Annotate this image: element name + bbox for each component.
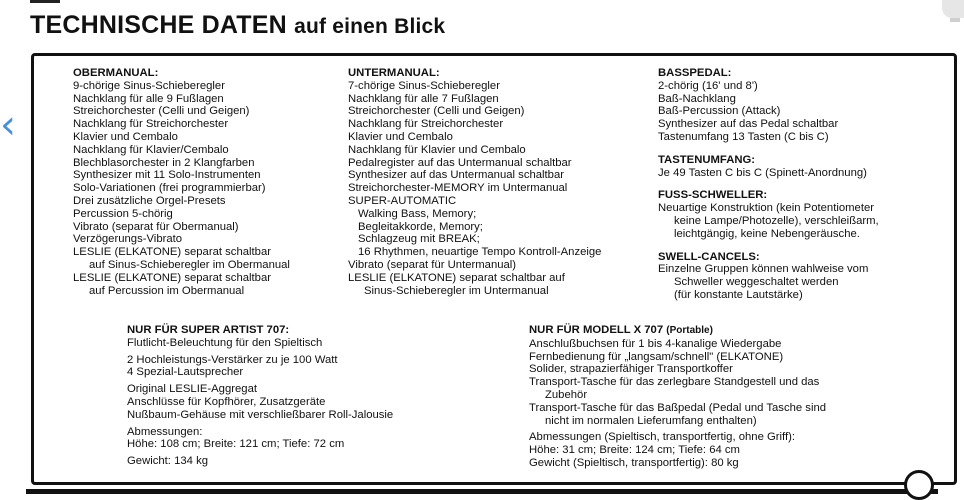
obermanual-line: Nachklang für Klavier/Cembalo bbox=[73, 143, 229, 156]
modellx-heading-note: (Portable) bbox=[666, 325, 713, 336]
modellx-section bbox=[529, 324, 826, 470]
superartist-heading: NUR FÜR SUPER ARTIST 707: bbox=[127, 324, 290, 336]
obermanual-section bbox=[73, 67, 290, 297]
top-edge-mark bbox=[30, 0, 60, 3]
basspedal-line: Synthesizer auf das Pedal schaltbar bbox=[658, 118, 839, 131]
basspedal-line: Tastenumfang 13 Tasten (C bis C) bbox=[658, 130, 829, 143]
untermanual-line: Streichorchester-MEMORY im Untermanual bbox=[348, 182, 568, 195]
untermanual-line: Begleitakkorde, Memory; bbox=[358, 220, 483, 233]
basspedal-line: 2-chörig (16' und 8') bbox=[658, 79, 758, 92]
untermanual-line: Schlagzeug mit BREAK; bbox=[358, 233, 480, 246]
superartist-line: Gewicht: 134 kg bbox=[127, 455, 209, 468]
untermanual-section bbox=[348, 67, 601, 297]
right-column bbox=[658, 67, 879, 302]
obermanual-line: LESLIE (ELKATONE) separat schaltbar bbox=[73, 271, 271, 284]
basspedal-heading: BASSPEDAL: bbox=[658, 67, 732, 79]
untermanual-line: Vibrato (separat für Untermanual) bbox=[348, 258, 517, 271]
obermanual-line: Verzögerungs-Vibrato bbox=[73, 233, 183, 246]
obermanual-line: Streichorchester (Celli und Geigen) bbox=[73, 105, 250, 118]
obermanual-line: Vibrato (separat für Obermanual) bbox=[73, 220, 239, 233]
chevron-left-icon[interactable]: ‹ bbox=[0, 102, 16, 148]
title-sub: auf einen Blick bbox=[294, 15, 446, 38]
modellx-line: Zubehör bbox=[545, 388, 588, 401]
modellx-line: Transport-Tasche für das zerlegbare Standgestell und das bbox=[529, 376, 820, 389]
modellx-line: Höhe: 31 cm; Breite: 124 cm; Tiefe: 64 cm bbox=[529, 444, 740, 457]
obermanual-line: 9-chörige Sinus-Schieberegler bbox=[73, 79, 225, 92]
obermanual-line: Synthesizer mit 11 Solo-Instrumenten bbox=[73, 169, 261, 182]
superartist-line: 4 Spezial-Lautsprecher bbox=[127, 366, 244, 379]
obermanual-heading: OBERMANUAL: bbox=[73, 67, 159, 79]
untermanual-line: Nachklang für alle 7 Fußlagen bbox=[348, 92, 499, 105]
untermanual-line: 16 Rhythmen, neuartige Tempo Kontroll-Anzeige bbox=[358, 246, 602, 259]
superartist-line: Flutlicht-Beleuchtung für den Spieltisch bbox=[127, 336, 323, 349]
untermanual-line: 7-chörige Sinus-Schieberegler bbox=[348, 79, 500, 92]
obermanual-line: auf Percussion im Obermanual bbox=[89, 284, 245, 297]
swellcancels-line: Einzelne Gruppen können wahlweise vom bbox=[658, 263, 869, 276]
modellx-line: Fernbedienung für „langsam/schnell" (ELKATONE) bbox=[529, 350, 784, 363]
fussschweller-line: keine Lampe/Photozelle), verschleißarm, bbox=[674, 214, 879, 227]
superartist-section bbox=[127, 324, 393, 468]
basspedal-line: Baß-Nachklang bbox=[658, 92, 736, 105]
untermanual-line: Pedalregister auf das Untermanual schaltbar bbox=[348, 156, 572, 169]
obermanual-line: Drei zusätzliche Orgel-Presets bbox=[73, 194, 226, 207]
superartist-line: Höhe: 108 cm; Breite: 121 cm; Tiefe: 72 cm bbox=[127, 438, 345, 451]
modellx-line: nicht im normalen Lieferumfang enthalten) bbox=[545, 414, 757, 427]
viewer-corner-control[interactable] bbox=[942, 0, 964, 18]
obermanual-line: Nachklang für alle 9 Fußlagen bbox=[73, 92, 224, 105]
superartist-line: Nußbaum-Gehäuse mit verschließbarer Roll-Jalousie bbox=[127, 408, 394, 421]
page-title bbox=[30, 11, 445, 40]
modellx-line: Solider, strapazierfähiger Transportkoffer bbox=[529, 363, 733, 376]
obermanual-line: Percussion 5-chörig bbox=[73, 207, 173, 220]
bottom-rule bbox=[26, 489, 938, 494]
modellx-heading: NUR FÜR MODELL X 707 bbox=[529, 324, 664, 336]
tastenumfang-line: Je 49 Tasten C bis C (Spinett-Anordnung) bbox=[658, 166, 867, 179]
obermanual-line: Klavier und Cembalo bbox=[73, 130, 178, 143]
modellx-line: Transport-Tasche für das Baßpedal (Pedal und Tasche sind bbox=[529, 401, 827, 414]
obermanual-line: Blechblasorchester in 2 Klangfarben bbox=[73, 156, 255, 169]
modellx-line: Abmessungen (Spieltisch, transportfertig, ohne Griff): bbox=[529, 431, 796, 444]
obermanual-line: Nachklang für Streichorchester bbox=[73, 118, 229, 131]
basspedal-line: Baß-Percussion (Attack) bbox=[658, 105, 781, 118]
modellx-heading-row bbox=[529, 324, 826, 338]
modellx-line: Gewicht (Spieltisch, transportfertig): 80 kg bbox=[529, 456, 739, 469]
obermanual-line: auf Sinus-Schieberegler im Obermanual bbox=[89, 258, 290, 271]
untermanual-line: Streichorchester (Celli und Geigen) bbox=[348, 105, 525, 118]
superartist-line: Original LESLIE-Aggregat bbox=[127, 383, 257, 396]
circle-edge-icon bbox=[904, 470, 934, 500]
untermanual-line: LESLIE (ELKATONE) separat schaltbar auf bbox=[348, 271, 565, 284]
fussschweller-line: Neuartige Konstruktion (kein Potentiometer bbox=[658, 202, 875, 215]
superartist-line: Anschlüsse für Kopfhörer, Zusatzgeräte bbox=[127, 395, 326, 408]
untermanual-line: SUPER-AUTOMATIC bbox=[348, 194, 457, 207]
superartist-line: 2 Hochleistungs-Verstärker zu je 100 Watt bbox=[127, 353, 338, 366]
untermanual-line: Synthesizer auf das Untermanual schaltbar bbox=[348, 169, 565, 182]
viewer-corner-tab bbox=[950, 18, 960, 22]
swellcancels-heading: SWELL-CANCELS: bbox=[658, 250, 760, 263]
untermanual-heading: UNTERMANUAL: bbox=[348, 67, 440, 79]
untermanual-line: Nachklang für Klavier und Cembalo bbox=[348, 143, 526, 156]
obermanual-line: Solo-Variationen (frei programmierbar) bbox=[73, 182, 266, 195]
untermanual-line: Walking Bass, Memory; bbox=[358, 207, 477, 220]
title-main: TECHNISCHE DATEN bbox=[30, 11, 287, 39]
swellcancels-line: (für konstante Lautstärke) bbox=[674, 288, 803, 301]
swellcancels-line: Schweller weggeschaltet werden bbox=[674, 276, 839, 289]
untermanual-line: Sinus-Schieberegler im Untermanual bbox=[364, 284, 549, 297]
untermanual-line: Nachklang für Streichorchester bbox=[348, 118, 504, 131]
tastenumfang-heading: TASTENUMFANG: bbox=[658, 153, 756, 166]
obermanual-line: LESLIE (ELKATONE) separat schaltbar bbox=[73, 246, 271, 259]
untermanual-line: Klavier und Cembalo bbox=[348, 130, 453, 143]
superartist-line: Abmessungen: bbox=[127, 425, 203, 438]
fussschweller-heading: FUSS-SCHWELLER: bbox=[658, 189, 768, 202]
modellx-line: Anschlußbuchsen für 1 bis 4-kanalige Wiedergabe bbox=[529, 337, 782, 350]
fussschweller-line: leichtgängig, keine Nebengeräusche. bbox=[674, 227, 860, 240]
